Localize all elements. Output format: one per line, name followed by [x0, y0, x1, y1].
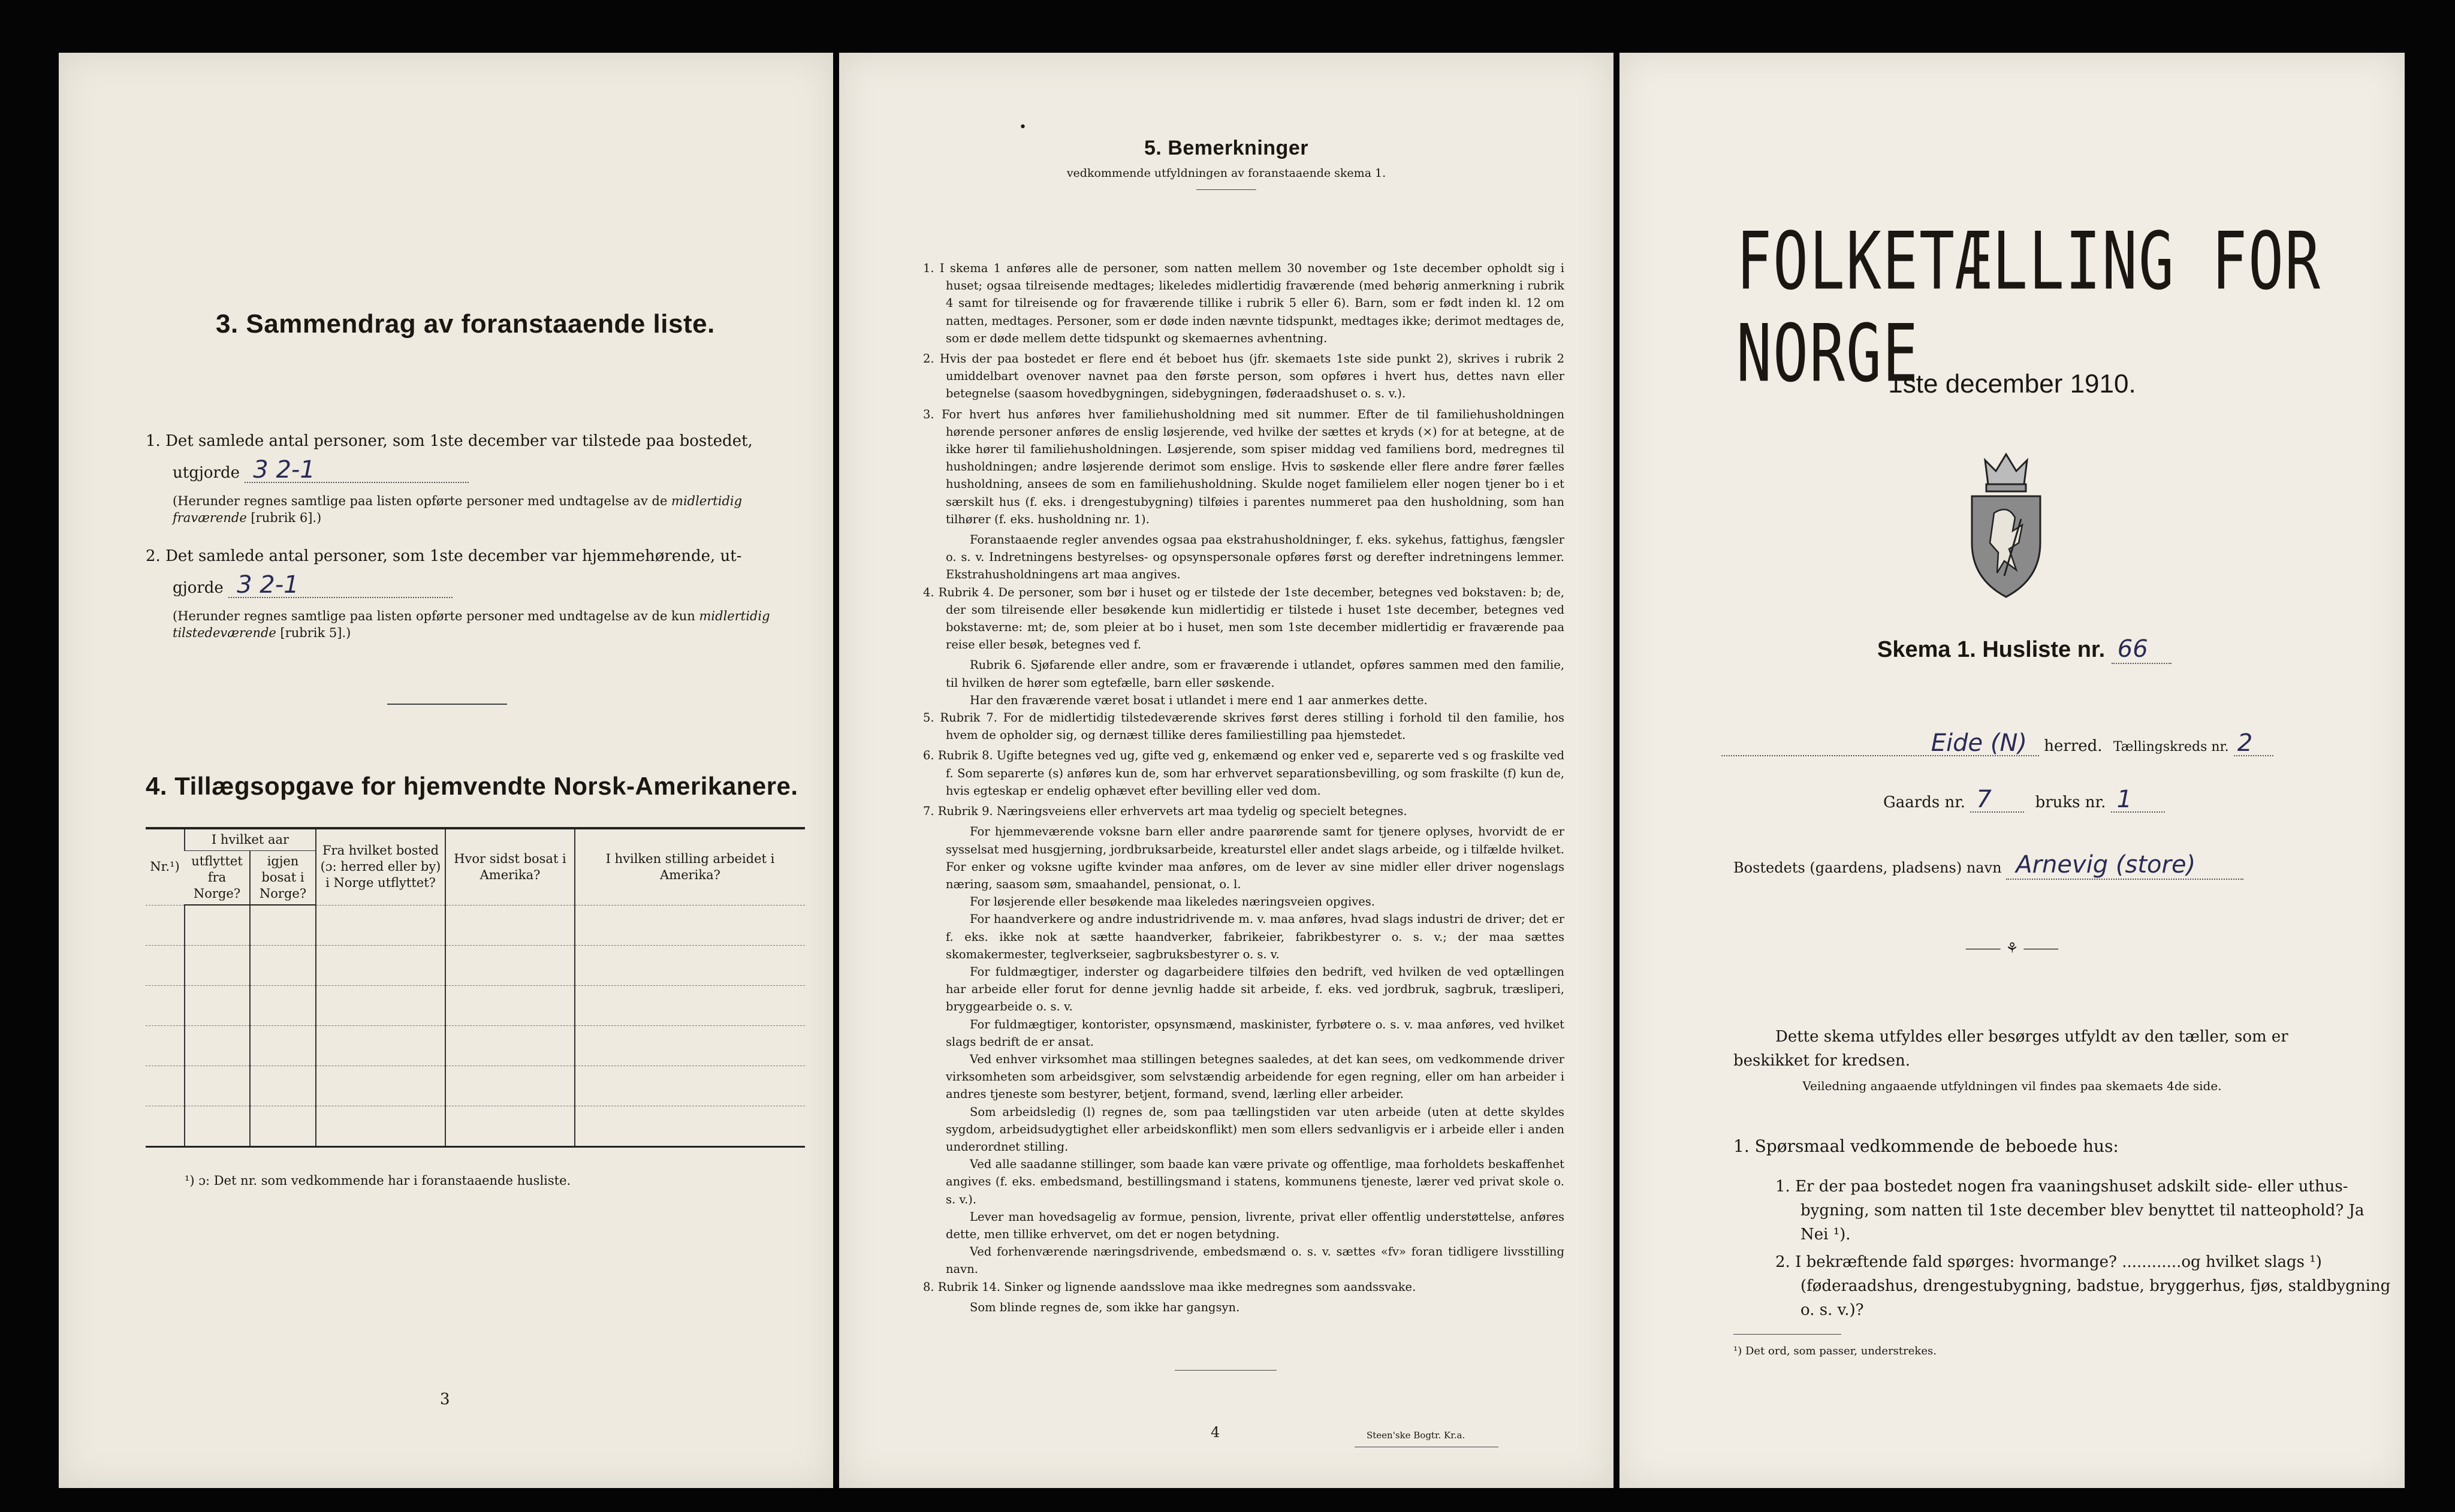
schema-line — [1877, 635, 2172, 664]
question-heading: 1. Spørsmaal vedkommende de beboede hus: — [1733, 1136, 2119, 1156]
left-page — [59, 53, 833, 1488]
note-8b: Som blinde regnes de, som ikke har gangsyn. — [970, 1300, 1240, 1314]
note-7f: For fuldmægtiger, kontorister, opsynsmænd, maskinister, fyrbøtere o. s. v. maa anføres, ved hvilket slags bedrift de er ansat. — [946, 1017, 1564, 1049]
item2-prefix: gjorde — [173, 579, 224, 597]
col-group-year: I hvilket aar — [185, 828, 316, 851]
table-row — [146, 1066, 805, 1106]
page-number-left: 3 — [440, 1390, 450, 1408]
col-stilling: I hvilken stilling arbeidet i Amerika? — [575, 828, 805, 905]
tillaeg-table — [146, 827, 805, 1148]
section4-title: 4. Tillægsopgave for hjemvendte Norsk-Amerikanere. — [146, 772, 798, 800]
kreds-label: Tællingskreds nr. — [2113, 740, 2229, 755]
census-title: FOLKETÆLLING FOR NORGE — [1736, 216, 2322, 400]
question-1: 1. Er der paa bostedet nogen fra vaaningshuset adskilt side- eller uthus-bygning, som natten til 1ste december blev benyttet til natteophold? Ja Nei ¹). — [1775, 1178, 2364, 1244]
table-row — [146, 1106, 805, 1147]
coat-of-arms-icon — [1961, 447, 2051, 600]
item1-text: 1. Det samlede antal personer, som 1ste december var tilstede paa bostedet, — [146, 432, 753, 450]
page-number-mid: 4 — [1211, 1424, 1220, 1441]
note-7k: Ved forhenværende næringsdrivende, embedsmænd o. s. v. sættes «fv» foran tidligere livsstilling navn. — [946, 1245, 1564, 1276]
item1-note — [173, 493, 808, 526]
gaards-label: Gaards nr. — [1883, 793, 1966, 811]
section3-title: 3. Sammendrag av foranstaaende liste. — [216, 309, 715, 339]
herred-line — [1721, 731, 2375, 759]
right-footnote: ¹) Det ord, som passer, understrekes. — [1733, 1345, 1937, 1357]
intro-guidance: Veiledning angaaende utfyldningen vil findes paa skemaets 4de side. — [1802, 1079, 2222, 1093]
table-row — [146, 986, 805, 1026]
bosted-label: Bostedets (gaardens, pladsens) navn — [1733, 859, 2002, 876]
note-6: 6. Rubrik 8. Ugifte betegnes ved ug, gifte ved g, enkemænd og enker ved e, separerte ved s og fraskilte ved f. Som separerte (s) anføres kun de, som har erhvervet separationsbevilling, og som fraskilte (f) kun de, hvis egteskap er endelig ophævet efter bevilling eller ved dom. — [923, 749, 1564, 798]
note-7c: For løsjerende eller besøkende maa likeledes næringsveien opgives. — [970, 895, 1375, 909]
census-date: 1ste december 1910. — [1888, 369, 2136, 399]
note-4c: Har den fraværende været bosat i utlandet i mere end 1 aar anmerkes dette. — [970, 693, 1428, 707]
col-utflyttet: utflyttet fra Norge? — [185, 851, 250, 906]
note-7g: Ved enhver virksomhet maa stillingen betegnes saaledes, at det kan sees, om vedkommende driver virksomheten som arbeidsgiver, som selvstændig arbeidende for egen regning, eller om han arbeider i andres tjeneste som bestyrer, betjent, formand, svend, lærling eller arbeider. — [946, 1052, 1564, 1101]
note-7j: Lever man hovedsagelig av formue, pension, livrente, privat eller offentlig understøttelse, anføres dette, men tillike erhvervet, om det er nogen betydning. — [946, 1209, 1564, 1241]
note-7e: For fuldmægtiger, inderster og dagarbeidere tilføies den bedrift, ved hvilken de ved optællingen har arbeide eller forut for denne jevnlig hadde sit arbeide, f. eks. ved jordbruk, sagbruk, træsliperi, bryggearbeide o. s. v. — [946, 964, 1564, 1014]
item1-value: 3 2-1 — [245, 458, 469, 483]
note-8: 8. Rubrik 14. Sinker og lignende aandsslove maa ikke medregnes som aandssvake. — [923, 1279, 1416, 1294]
item2-line — [173, 573, 453, 600]
item1-note-a: (Herunder regnes samtlige paa listen opførte personer med undtagelse av de — [173, 494, 672, 508]
footnote-rule — [1733, 1334, 1841, 1335]
bemerkninger-subtitle: vedkommende utfyldningen av foranstaaende skema 1. — [1066, 167, 1386, 180]
middle-page — [839, 53, 1613, 1488]
question-2: 2. I bekræftende fald spørges: hvormange? ............og hvilket slags ¹) (føderaadshus, drengestubygning, badstue, bryggerhus, fjøs, staldbygning o. s. v.)? — [1775, 1253, 2391, 1319]
bemerkninger-list — [923, 259, 1564, 1316]
note-5: 5. Rubrik 7. For de midlertidig tilstedeværende skrives først deres stilling i forhold til den familie, hos hvem de opholder sig, og dernæst tillike deres familiestilling paa hjemstedet. — [923, 711, 1564, 743]
note-7i: Ved alle saadanne stillinger, som baade kan være private og offentlige, maa forholdets beskaffenhet angives (f. eks. embedsmand, bestillingsmand i statens, kommunens tjeneste, lærer ved privat skole o. s. v.). — [946, 1157, 1564, 1206]
note-7d: For haandverkere og andre industridrivende m. v. maa anføres, hvad slags industri de driver; det er f. eks. ikke nok at sætte haandverker, fabrikeier, fabrikbestyrer o. s. v.; der maa sættes skomakermester, teglverkseier, sagbruksbestyrer o. s. v. — [946, 912, 1564, 961]
item2-note-c: [rubrik 5].) — [276, 626, 351, 640]
item2-note-b: midlertidig tilstedeværende — [173, 609, 770, 640]
table-row — [146, 1026, 805, 1066]
col-fra: Fra hvilket bosted (ɔ: herred eller by) i Norge utflyttet? — [316, 828, 445, 905]
gaards-value: 7 — [1970, 787, 2024, 813]
bruks-value: 1 — [2111, 787, 2165, 813]
note-3: 3. For hvert hus anføres hver familiehusholdning med sit nummer. Efter de til familiehusholdningen hørende personer anføres de enslig løsjerende, ved hvilke der sættes et kryds (×) for at betegne, at de ikke hører til familiehusholdningen. Løsjerende, som spiser middag ved familiens bord, medregnes til husholdningen; andre løsjerende derimot som enslige. Hvis to søskende eller flere andre fører fælles husholdning, ansees de som en familiehusholdning. Skulde noget familielem eller nogen tjener bo i et særskilt hus (f. eks. i drengestubygning) tilføies i parentes nummeret paa den husholdning, som han tilhører (f. eks. husholdning nr. 1). — [923, 407, 1564, 526]
col-nr: Nr.¹) — [146, 828, 185, 905]
kreds-value: 2 — [2234, 731, 2273, 756]
table-footnote: ¹) ɔ: Det nr. som vedkommende har i foranstaaende husliste. — [185, 1173, 571, 1188]
item2-note — [173, 608, 808, 641]
item2-text: 2. Det samlede antal personer, som 1ste december var hjemmehørende, ut- — [146, 547, 742, 565]
subtitle-rule — [1196, 189, 1256, 190]
husliste-nr: 66 — [2112, 635, 2172, 664]
item1-line — [173, 458, 469, 485]
schema-label: Skema 1. Husliste nr. — [1877, 637, 2106, 662]
table-row — [146, 905, 805, 946]
col-igjen: igjen bosat i Norge? — [250, 851, 316, 906]
col-hvor: Hvor sidst bosat i Amerika? — [445, 828, 575, 905]
herred-label: herred. — [2044, 737, 2103, 755]
note-4b: Rubrik 6. Sjøfarende eller andre, som er fraværende i utlandet, opføres sammen med den familie, til hvilken de hører som egtefælle, barn eller søskende. — [946, 658, 1564, 690]
intro-text: Dette skema utfyldes eller besørges utfyldt av den tæller, som er beskikket for kredsen. — [1733, 1028, 2288, 1070]
note-1: 1. I skema 1 anføres alle de personer, som natten mellem 30 november og 1ste december opholdt sig i huset; ogsaa tilreisende medtages; likeledes midlertidig fraværende (med behørig anmerkning i rubrik 4 samt for tilreisende og for fraværende tillike i rubrik 5 eller 6). Barn, som er født inden kl. 12 om natten, medtages. Personer, som er døde inden nævnte tidspunkt, medtages ikke; derimot medtages de, som er døde mellem dette tidspunkt og skemaernes avhentning. — [923, 261, 1564, 345]
item1-prefix: utgjorde — [173, 464, 240, 482]
note-7: 7. Rubrik 9. Næringsveiens eller erhvervets art maa tydelig og specielt betegnes. — [923, 804, 1407, 819]
bruks-label: bruks nr. — [2035, 793, 2106, 811]
bottom-rule — [1175, 1370, 1277, 1371]
note-2: 2. Hvis der paa bostedet er flere end ét beboet hus (jfr. skemaets 1ste side punkt 2), skrives i rubrik 2 umiddelbart ovenover navnet paa den første person, som opføres i hvert hus, dettes navn eller betegnelse (saasom hovedbygningen, sidebygningen, føderaadshuset o. s. v.). — [923, 352, 1564, 401]
note-4: 4. Rubrik 4. De personer, som bør i huset og er tilstede der 1ste december, betegnes ved bokstaven: b; de, der som tilreisende eller besøkende kun midlertidig er tilstede i huset 1ste december, betegnes ved bokstaverne: mt; de, som pleier at bo i huset, men som 1ste december midlertidig er fraværende paa reise eller besøk, betegnes ved f. — [923, 585, 1564, 652]
divider — [387, 704, 507, 705]
bemerkninger-title: 5. Bemerkninger — [1144, 137, 1308, 159]
note-3b: Foranstaaende regler anvendes ogsaa paa ekstrahusholdninger, f. eks. sykehus, fattighus, fængsler o. s. v. Indretningens bestyrelses- og opsynspersonale opføres først og derefter indretningens lemmer. Ekstrahusholdningens art maa angives. — [946, 533, 1564, 582]
ornament: ⸻ ⚘ ⸻ — [1965, 940, 2059, 956]
table-row — [146, 946, 805, 986]
item2-value: 3 2-1 — [228, 573, 453, 598]
bosted-value: Arnevig (store) — [2006, 851, 2243, 880]
item1-note-c: [rubrik 6].) — [246, 511, 322, 525]
note-7b: For hjemmeværende voksne barn eller andre paarørende samt for tjenere oplyses, hvorvidt de er sysselsat med husgjerning, jordbruksarbeide, kreaturstel eller andet slags arbeide, og i tilfælde hvilket. For enker og voksne ugifte kvinder maa anføres, om de lever av sine midler eller driver nogenslags næring, saasom søm, smaahandel, pensionat, o. l. — [946, 825, 1564, 891]
item2-note-a: (Herunder regnes samtlige paa listen opførte personer med undtagelse av de kun — [173, 609, 699, 623]
bosted-line — [1733, 851, 2243, 880]
item1-note-b: midlertidig fraværende — [173, 494, 743, 525]
printer-mark: Steen'ske Bogtr. Kr.a. — [1367, 1430, 1465, 1441]
gaards-line — [1883, 787, 2165, 814]
note-7h: Som arbeidsledig (l) regnes de, som paa tællingstiden var uten arbeide (uten at dette skyldes sygdom, arbeidsudygtighet eller arbeidskonflikt) men som ellers sedvanligvis er i arbeide eller i anden underordnet stilling. — [946, 1104, 1564, 1154]
mark-dot: • — [1019, 120, 1027, 135]
herred-value: Eide (N) — [1721, 731, 2039, 756]
right-page — [1619, 53, 2405, 1488]
